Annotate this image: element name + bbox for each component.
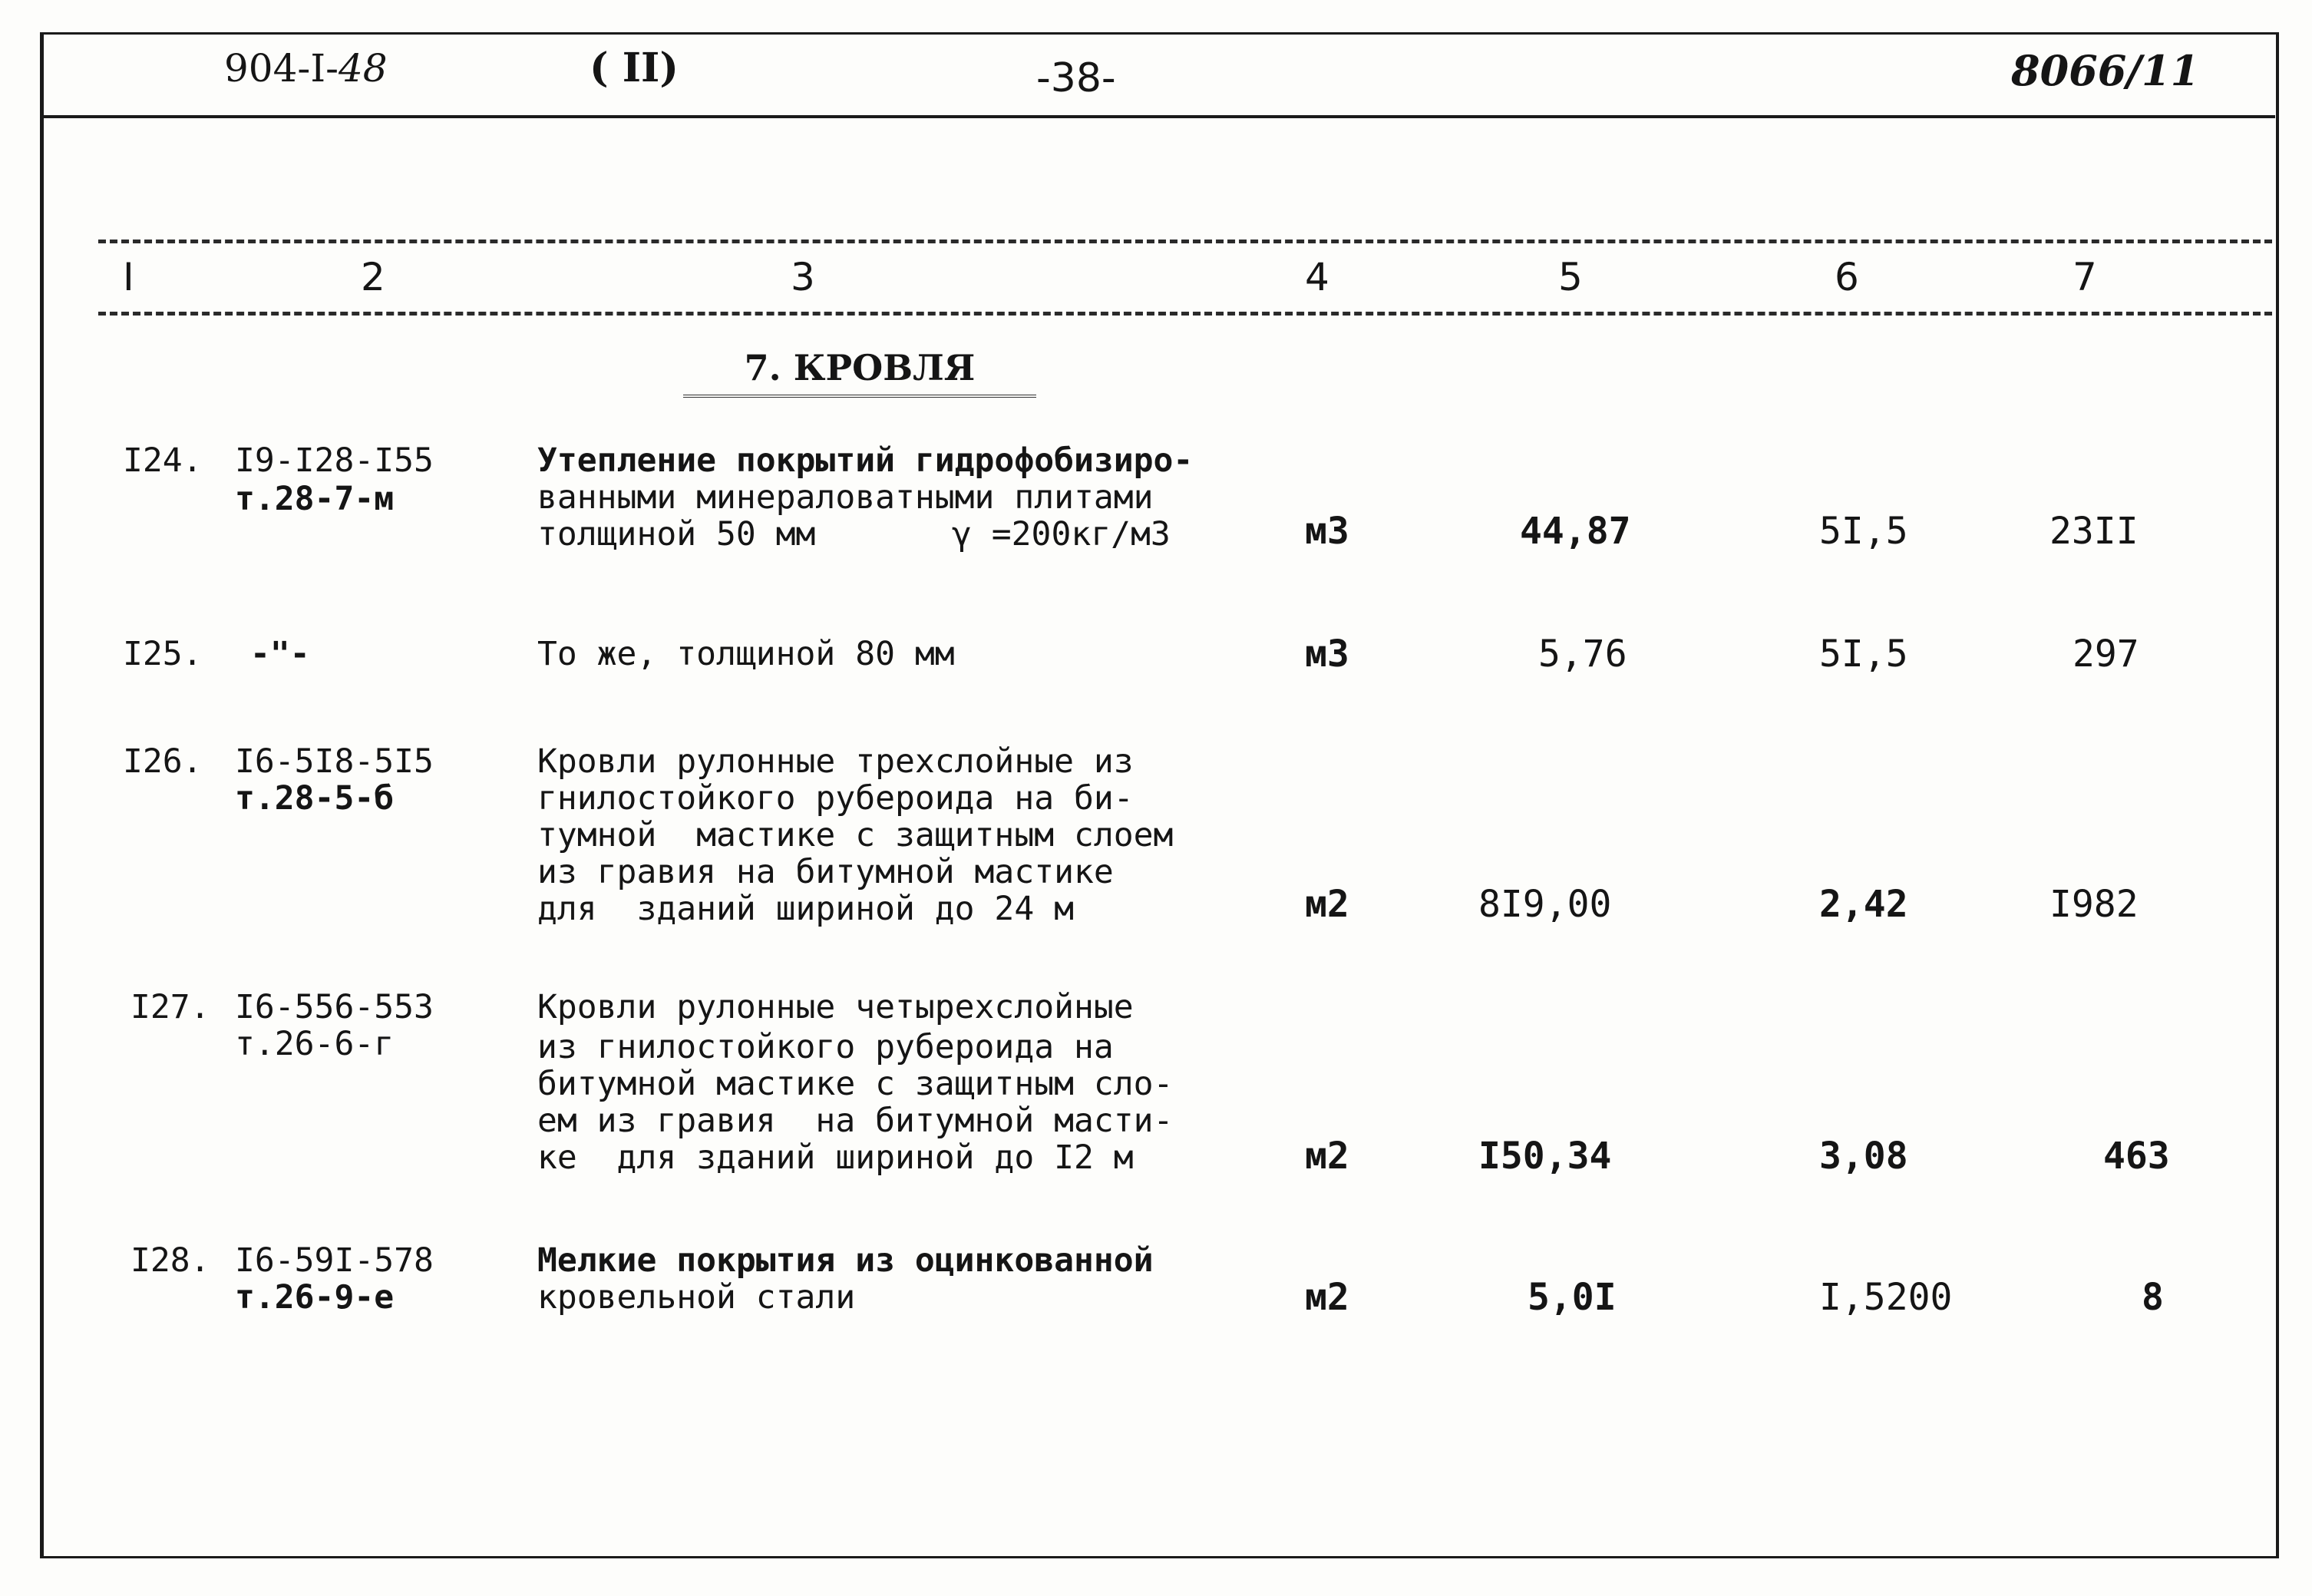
column-number-7: 7 — [2073, 255, 2097, 299]
row-total: 23II — [2049, 510, 2139, 553]
row-price: 3,08 — [1819, 1135, 1908, 1178]
row-total: I982 — [2049, 883, 2139, 926]
row-code: I6-556-553 — [235, 988, 434, 1026]
row-description-line: из гравия на битумной мастике — [537, 853, 1114, 891]
row-description-line: ке для зданий шириной до I2 м — [537, 1138, 1134, 1177]
header-rule — [40, 115, 2275, 118]
row-unit: м2 — [1305, 883, 1349, 926]
row-description-line: ванными минераловатными плитами — [537, 478, 1154, 517]
row-description-line: То же, толщиной 80 мм — [537, 635, 955, 673]
row-number: I27. — [130, 988, 210, 1026]
row-unit: м2 — [1305, 1135, 1349, 1178]
row-number: I24. — [123, 441, 203, 480]
row-description-line: Мелкие покрытия из оцинкованной — [537, 1241, 1154, 1280]
row-number: I26. — [123, 742, 203, 781]
row-quantity: 44,87 — [1520, 510, 1631, 553]
row-price: 2,42 — [1819, 883, 1908, 926]
row-description-line: из гнилостойкого рубероида на — [537, 1028, 1114, 1066]
row-description-line: для зданий шириной до 24 м — [537, 890, 1074, 928]
row-quantity: 8I9,00 — [1478, 883, 1612, 926]
row-code-table: т.28-5-б — [235, 779, 395, 818]
row-total: 463 — [2103, 1135, 2170, 1178]
row-code: -"- — [250, 635, 310, 673]
doc-code-prefix: 904-I- — [224, 46, 339, 91]
column-number-5: 5 — [1558, 255, 1583, 299]
row-description-line: Кровли рулонные трехслойные из — [537, 742, 1134, 781]
row-price: 5I,5 — [1819, 510, 1908, 553]
row-total: 297 — [2073, 633, 2139, 676]
row-code: I6-59I-578 — [235, 1241, 434, 1280]
column-header-bottom-rule — [98, 312, 2272, 316]
row-code-table: т.28-7-м — [235, 480, 395, 518]
row-quantity: 5,0I — [1528, 1276, 1617, 1319]
row-price: I,5200 — [1819, 1276, 1953, 1319]
reference-number: 8066/11 — [2011, 46, 2200, 95]
row-unit: м3 — [1305, 510, 1349, 553]
row-code: I6-5I8-5I5 — [235, 742, 434, 781]
row-unit: м3 — [1305, 633, 1349, 676]
column-number-3: 3 — [791, 255, 815, 299]
row-description-line: битумной мастике с защитным сло- — [537, 1065, 1174, 1103]
row-quantity: I50,34 — [1478, 1135, 1612, 1178]
column-number-4: 4 — [1305, 255, 1329, 299]
row-description-line: кровельной стали — [537, 1278, 856, 1317]
row-description-line: гнилостойкого рубероида на би- — [537, 779, 1134, 818]
row-number: I28. — [130, 1241, 210, 1280]
row-description-line: тумной мастике с защитным слоем — [537, 816, 1174, 854]
row-description-line: ем из гравия на битумной масти- — [537, 1102, 1174, 1140]
row-code-table: т.26-6-г — [235, 1025, 395, 1063]
row-unit: м2 — [1305, 1276, 1349, 1319]
column-number-6: 6 — [1835, 255, 1859, 299]
row-number: I25. — [123, 635, 203, 673]
section-title: 7. КРОВЛЯ — [683, 347, 1036, 398]
page-number: -38- — [1036, 55, 1116, 101]
row-description-line: Утепление покрытий гидрофобизиро- — [537, 441, 1194, 480]
row-description-line: Кровли рулонные четырехслойные — [537, 988, 1134, 1026]
column-header-top-rule — [98, 240, 2272, 243]
row-total: 8 — [2142, 1276, 2164, 1319]
doc-code — [224, 46, 388, 91]
column-number-2: 2 — [361, 255, 385, 299]
part-number: ( II) — [590, 45, 679, 91]
row-price: 5I,5 — [1819, 633, 1908, 676]
column-number-1: I — [123, 255, 134, 299]
row-description-line: толщиной 50 мм — [537, 515, 816, 553]
row-code-table: т.26-9-е — [235, 1278, 395, 1317]
row-code: I9-I28-I55 — [235, 441, 434, 480]
doc-code-suffix: 48 — [338, 46, 388, 91]
row-density: γ =200кг/м3 — [952, 515, 1171, 553]
row-quantity: 5,76 — [1538, 633, 1627, 676]
